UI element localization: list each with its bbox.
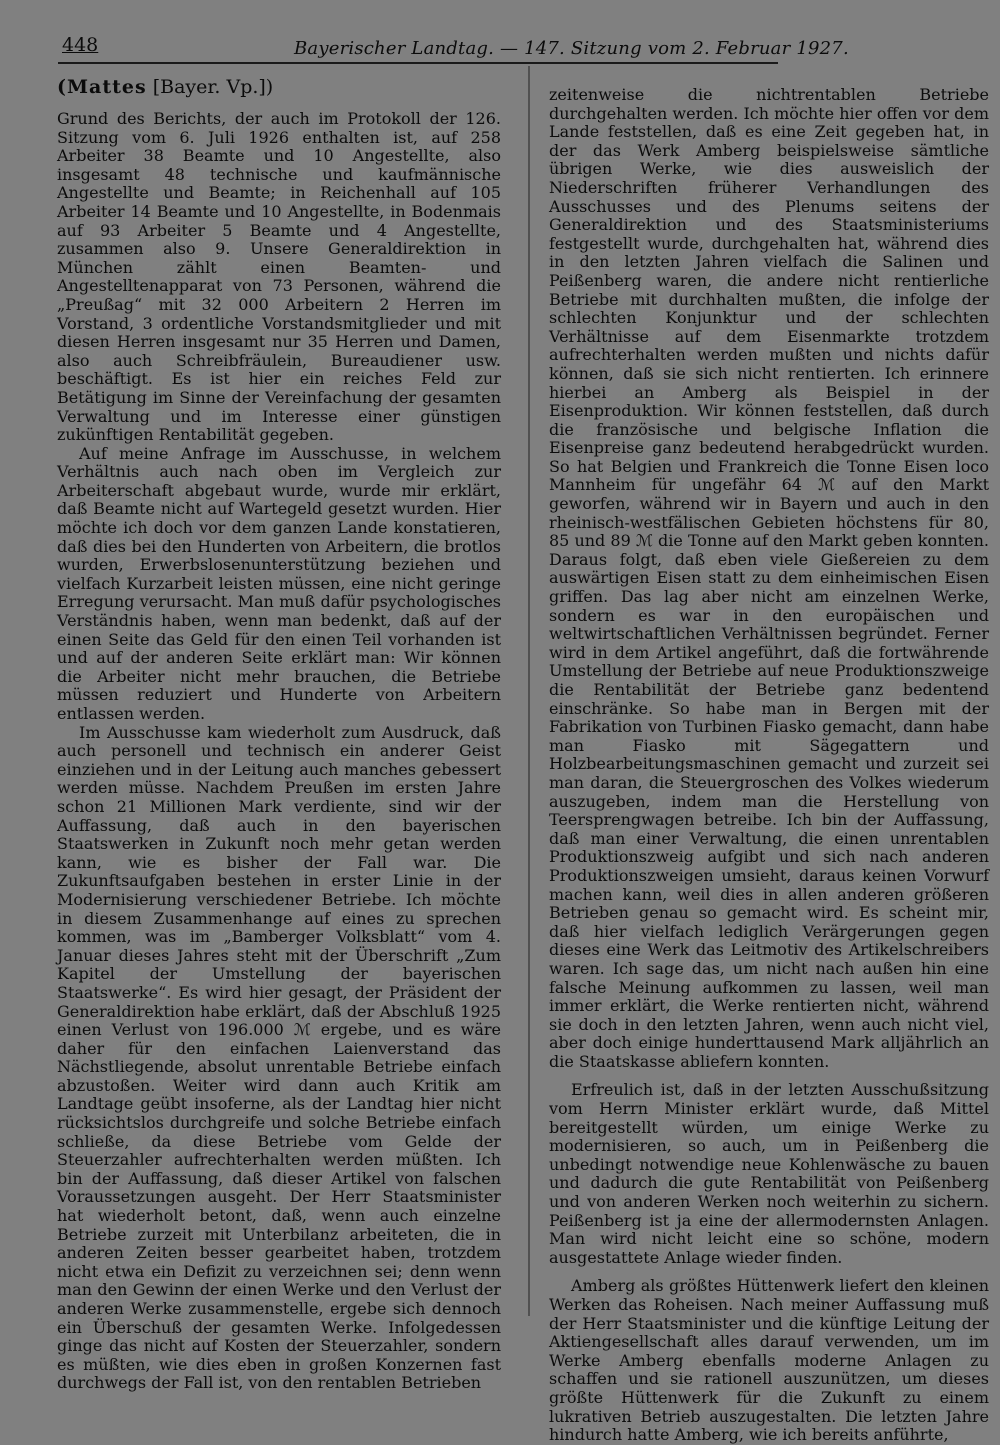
- paragraph: Im Ausschusse kam wiederholt zum Ausdruck, daß auch personell und technisch ein anderer Geist einziehen und in der Leitung auch manches gebessert werden müsse. Nachdem Preußen im ersten Jahre schon 21 Millionen Mark verdiente, sind wir der Auffassung, daß auch in den bayerischen Staatswerken in Zukunft noch mehr getan werden kann, wie es bisher der Fall war. Die Zukunftsaufgaben bestehen in erster Linie in der Modernisierung verschiedener Betriebe. Ich möchte in diesem Zusammenhange auf eines zu sprechen kommen, was im „Bamberger Volksblatt“ vom 4. Januar dieses Jahres steht mit der Überschrift „Zum Kapitel der Umstellung der bayerischen Staatswerke“. Es wird hier gesagt, der Präsident der Generaldirektion habe erklärt, daß der Abschluß 1925 einen Verlust von 196.000 ℳ ergebe, und es wäre daher für den einfachen Laienverstand das Nächstliegende, absolut unrentable Betriebe einfach abzustoßen. Weiter wird dann auch Kritik am Landtage geübt insoferne, als der Landtag hier nicht rücksichtslos durchgreife und solche Betriebe einfach schließe, da diese Betriebe vom Gelde der Steuerzahler aufrechterhalten werden müßten. Ich bin der Auffassung, daß dieser Artikel von falschen Voraussetzungen ausgeht. Der Herr Staatsminister hat wiederholt betont, daß, wenn auch einzelne Betriebe zurzeit mit Unterbilanz arbeiteten, die in anderen Zeiten besser gearbeitet haben, trotzdem nicht etwa ein Defizit zu verzeichnen sei; denn wenn man den Gewinn der einen Werke und den Verlust der anderen Werke zusammenstelle, ergebe sich dennoch ein Überschuß der gesamten Werke. Infolgedessen ginge das nicht auf Kosten der Steuerzahler, sondern es müßten, wie dies eben in großen Konzernen fast durchwegs der Fall ist, von den rentablen Betrieben: [57, 722, 501, 1393]
- speaker-name: (Mattes: [57, 76, 147, 98]
- left-column: [57, 76, 501, 1393]
- right-column: [549, 86, 989, 1445]
- page-header: [58, 32, 849, 66]
- paragraph: Auf meine Anfrage im Ausschusse, in welchem Verhältnis auch nach oben im Vergleich zur Arbeiterschaft abgebaut wurde, wurde mir erklärt, daß Beamte nicht auf Wartegeld gesetzt wurden. Hier möchte ich doch vor dem ganzen Lande konstatieren, daß dies bei den Hunderten von Arbeitern, die brotlos wurden, Erwerbslosenunterstützung beziehen und vielfach Kurzarbeit leisten müssen, eine nicht geringe Erregung verursacht. Man muß dafür psychologisches Verständnis haben, wenn man bedenkt, daß auf der einen Seite das Geld für den einen Teil vorhanden ist und auf der anderen Seite erklärt man: Wir können die Arbeiter nicht mehr brauchen, die Betriebe müssen reduziert und Hunderte von Arbeitern entlassen werden.: [57, 443, 501, 723]
- paragraph: zeitenweise die nichtrentablen Betriebe durchgehalten werden. Ich möchte hier offen vor dem Lande feststellen, daß es eine Zeit gegeben hat, in der das Werk Amberg beispielsweise sämtliche übrigen Werke, wie dies ausweislich der Niederschriften früherer Verhandlungen des Ausschusses und des Plenums seitens der Generaldirektion und des Staatsministeriums festgestellt wurde, durchgehalten hat, während dies in den letzten Jahren vielfach die Salinen und Peißenberg waren, die andere nicht rentierliche Betriebe mit durchhalten mußten, die infolge der schlechten Konjunktur und der schlechten Verhältnisse auf dem Eisenmarkte trotzdem aufrechterhalten werden mußten und nichts dafür können, daß sie sich nicht rentierten. Ich erinnere hierbei an Amberg als Beispiel in der Eisenproduktion. Wir können feststellen, daß durch die französische und belgische Inflation die Eisenpreise ganz bedeutend herabgedrückt wurden. So hat Belgien und Frankreich die Tonne Eisen loco Mannheim für ungefähr 64 ℳ auf den Markt geworfen, während wir in Bayern und auch in den rheinisch-westfälischen Gebieten höchstens für 80, 85 und 89 ℳ die Tonne auf den Markt geben konnten. Daraus folgt, daß eben viele Gießereien zu dem auswärtigen Eisen statt zu dem einheimischen Eisen griffen. Das lag aber nicht am einzelnen Werke, sondern es war in den europäischen und weltwirtschaftlichen Verhältnissen begründet. Ferner wird in dem Artikel angeführt, daß die fortwährende Umstellung der Betriebe auf neue Produktionszweige die Rentabilität der Betriebe ganz bedentend einschränke. So habe man in Bergen mit der Fabrikation von Turbinen Fiasko gemacht, dann habe man Fiasko mit Sägegattern und Holzbearbeitungsmaschinen gemacht und zurzeit sei man daran, die Steuergroschen des Volkes wiederum auszugeben, indem man die Herstellung von Teersprengwagen betreibe. Ich bin der Auffassung, daß man einer Verwaltung, die einen unrentablen Produktionszweig aufgibt und sich nach anderen Produktionszweigen umsieht, daraus keinen Vorwurf machen kann, weil dies in allen anderen größeren Betrieben genau so gemacht wird. Es scheint mir, daß hier vielfach lediglich Verärgerungen gegen dieses eine Werk das Leitmotiv des Artikelschreibers waren. Ich sage das, um nicht nach außen hin eine falsche Meinung aufkommen zu lassen, weil man immer erklärt, die Werke rentierten nicht, während sie doch in den letzten Jahren, wenn auch nicht viel, aber doch einige hunderttausend Mark alljährlich an die Staatskasse abliefern konnten.: [549, 85, 989, 1071]
- page-number: 448: [62, 34, 99, 56]
- column-divider: [528, 66, 530, 1316]
- paragraph: Erfreulich ist, daß in der letzten Ausschußsitzung vom Herrn Minister erklärt wurde, daß Mittel bereitgestellt würden, um einige Werke zu modernisieren, so auch, um in Peißenberg die unbedingt notwendige neue Kohlenwäsche zu bauen und dadurch die gute Rentabilität von Peißenberg und von anderen Werken noch weiterhin zu sichern. Peißenberg ist ja eine der allermodernsten Anlagen. Man wird nicht leicht eine so schöne, modern ausgestattete Anlage wieder finden.: [549, 1080, 989, 1267]
- speaker-line: [57, 76, 501, 98]
- paragraph: Grund des Berichts, der auch im Protokoll der 126. Sitzung vom 6. Juli 1926 enthalten ist, auf 258 Arbeiter 38 Beamte und 10 Angestellte, also insgesamt 48 technische und kaufmännische Angestellte und Beamte; in Reichenhall auf 105 Arbeiter 14 Beamte und 10 Angestellte, in Bodenmais auf 93 Arbeiter 5 Beamte und 4 Angestellte, zusammen also 9. Unsere Generaldirektion in München zählt einen Beamten- und Angestelltenapparat von 73 Personen, während die „Preußag“ mit 32 000 Arbeitern 2 Herren im Vorstand, 3 ordentliche Vorstandsmitglieder und mit diesen Herren insgesamt nur 35 Herren und Damen, also auch Schreibfräulein, Bureaudiener usw. beschäftigt. Es ist hier ein reiches Feld zur Betätigung im Sinne der Vereinfachung der gesamten Verwaltung und im Interesse einer günstigen zukünftigen Rentabilität gegeben.: [57, 109, 501, 445]
- header-rule: [58, 62, 778, 64]
- speaker-party: [Bayer. Vp.]): [152, 76, 274, 98]
- running-head: Bayerischer Landtag. — 147. Sitzung vom 2. Februar 1927.: [294, 38, 849, 59]
- paragraph: Amberg als größtes Hüttenwerk liefert den kleinen Werken das Roheisen. Nach meiner Auffassung muß der Herr Staatsminister und die künftige Leitung der Aktiengesellschaft alles darauf verwenden, um im Werke Amberg ebenfalls moderne Anlagen zu schaffen und sie rationell auszunützen, um dieses größte Hüttenwerk für die Zukunft zu einem lukrativen Betrieb auszugestalten. Die letzten Jahre hindurch hatte Amberg, wie ich bereits anführte,: [549, 1276, 989, 1445]
